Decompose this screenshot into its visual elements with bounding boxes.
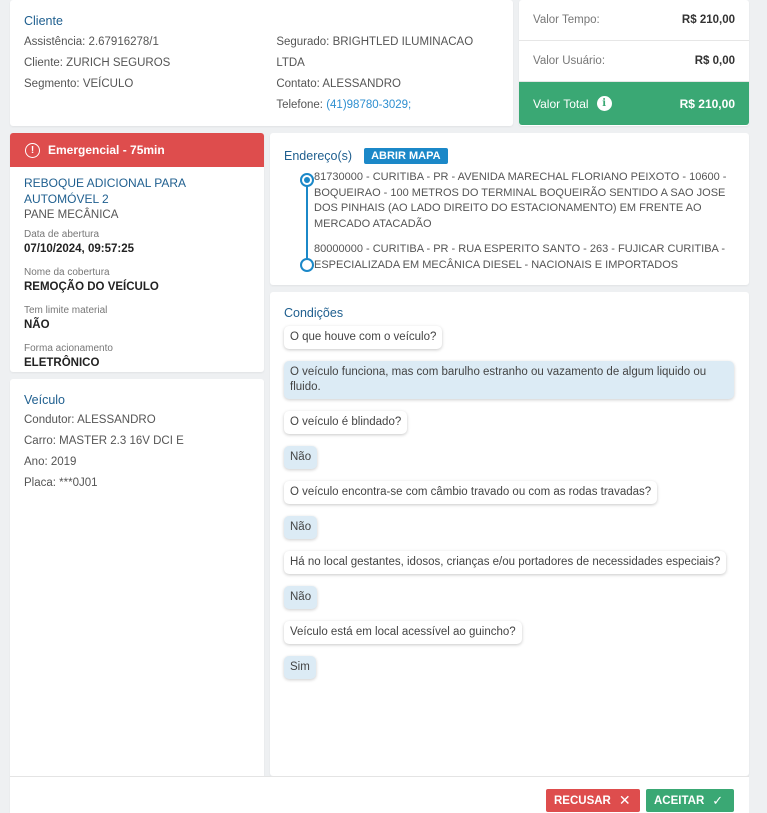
placa-text: Placa: ***0J01 — [24, 477, 98, 489]
close-icon: ✕ — [618, 792, 631, 808]
address-title: Endereço(s) — [284, 149, 353, 163]
field-label: Nome da cobertura — [24, 267, 110, 278]
answer-bubble: Sim — [284, 656, 316, 679]
valor-tempo-row — [519, 0, 749, 41]
check-icon: ✓ — [712, 792, 724, 808]
field-value: NÃO — [24, 319, 50, 331]
telefone-link[interactable]: (41)98780-3029; — [326, 99, 412, 111]
conditions-title: Condições — [284, 306, 344, 320]
valor-total-row — [519, 82, 749, 125]
segmento-text: Segmento: VEÍCULO — [24, 78, 134, 90]
field-forma-acionamento — [24, 343, 250, 371]
destination-marker-icon — [300, 258, 314, 272]
condutor-text: Condutor: ALESSANDRO — [24, 414, 156, 426]
destination-address: 80000000 - CURITIBA - PR - RUA ESPERITO SANTO - 263 - FUJICAR CURITIBA - ESPECIALIZADA EM MECÂNICA DIESEL - NACIONAIS E IMPORTADOS — [314, 243, 725, 271]
client-card — [10, 0, 513, 126]
vehicle-card — [10, 379, 264, 813]
valor-usuario-value: R$ 0,00 — [694, 55, 735, 67]
address-timeline — [284, 170, 735, 273]
question-bubble: Há no local gestantes, idosos, crianças e/ou portadores de necessidades especiais? — [284, 551, 726, 574]
assistencia-text: Assistência: 2.67916278/1 — [24, 36, 159, 48]
address-card — [270, 133, 749, 285]
field-label: Data de abertura — [24, 229, 100, 240]
valor-tempo-value: R$ 210,00 — [681, 14, 735, 26]
valor-total-label: Valor Total — [533, 96, 589, 111]
field-value: 07/10/2024, 09:57:25 — [24, 243, 134, 255]
reject-label: RECUSAR — [554, 794, 611, 807]
info-icon[interactable]: i — [597, 96, 612, 111]
valor-total-value: R$ 210,00 — [679, 96, 735, 111]
answer-bubble: Não — [284, 516, 317, 539]
alert-icon: ! — [25, 143, 40, 158]
client-title: Cliente — [24, 14, 63, 28]
telefone-label: Telefone: — [276, 99, 323, 111]
question-bubble: O veículo encontra-se com câmbio travado ou com as rodas travadas? — [284, 481, 657, 504]
accept-label: ACEITAR — [654, 794, 705, 807]
field-label: Forma acionamento — [24, 343, 113, 354]
answer-bubble: Não — [284, 446, 317, 469]
question-bubble: O veículo é blindado? — [284, 411, 407, 434]
open-map-button[interactable]: ABRIR MAPA — [364, 148, 447, 164]
valor-usuario-row — [519, 41, 749, 82]
answer-bubble: O veículo funciona, mas com barulho estranho ou vazamento de algum liquido ou fluido. — [284, 361, 734, 399]
cliente-text: Cliente: ZURICH SEGUROS — [24, 57, 171, 69]
field-label: Tem limite material — [24, 305, 108, 316]
valor-usuario-label: Valor Usuário: — [533, 55, 606, 67]
accept-button[interactable] — [646, 789, 734, 812]
vehicle-title: Veículo — [24, 393, 66, 407]
service-card — [10, 133, 264, 372]
answer-bubble: Não — [284, 586, 317, 609]
question-bubble: O que houve com o veículo? — [284, 326, 442, 349]
emergency-label: Emergencial - 75min — [48, 143, 165, 157]
field-data-abertura — [24, 229, 250, 257]
timeline-line — [306, 177, 308, 261]
footer-bar — [10, 776, 749, 813]
emergency-badge — [10, 133, 264, 167]
ano-text: Ano: 2019 — [24, 456, 77, 468]
service-title: REBOQUE ADICIONAL PARA AUTOMÓVEL 2 — [24, 176, 186, 206]
field-value: ELETRÔNICO — [24, 357, 100, 369]
contato-text: Contato: ALESSANDRO — [276, 78, 401, 90]
origin-address: 81730000 - CURITIBA - PR - AVENIDA MARECHAL FLORIANO PEIXOTO - 10600 - BOQUEIRAO - 100 METROS DO TERMINAL BOQUEIRÃO SENTIDO A SAO JOSE DOS PINHAIS (AO LADO DIREITO DO ESTACIONAMENTO) EM FRENTE AO MERCADO ATACADÃO — [314, 171, 727, 230]
field-value: REMOÇÃO DO VEÍCULO — [24, 281, 159, 293]
service-subtitle: PANE MECÂNICA — [24, 209, 119, 221]
field-cobertura — [24, 267, 250, 295]
valor-tempo-label: Valor Tempo: — [533, 14, 600, 26]
values-card — [519, 0, 749, 126]
carro-text: Carro: MASTER 2.3 16V DCI E — [24, 435, 184, 447]
field-limite-material — [24, 305, 250, 333]
segurado-text: Segurado: BRIGHTLED ILUMINACAO LTDA — [276, 36, 474, 69]
telefone-row — [276, 95, 499, 116]
conditions-card — [270, 292, 749, 776]
origin-marker-icon — [300, 173, 314, 187]
reject-button[interactable] — [546, 789, 640, 812]
question-bubble: Veículo está em local acessível ao guincho? — [284, 621, 522, 644]
